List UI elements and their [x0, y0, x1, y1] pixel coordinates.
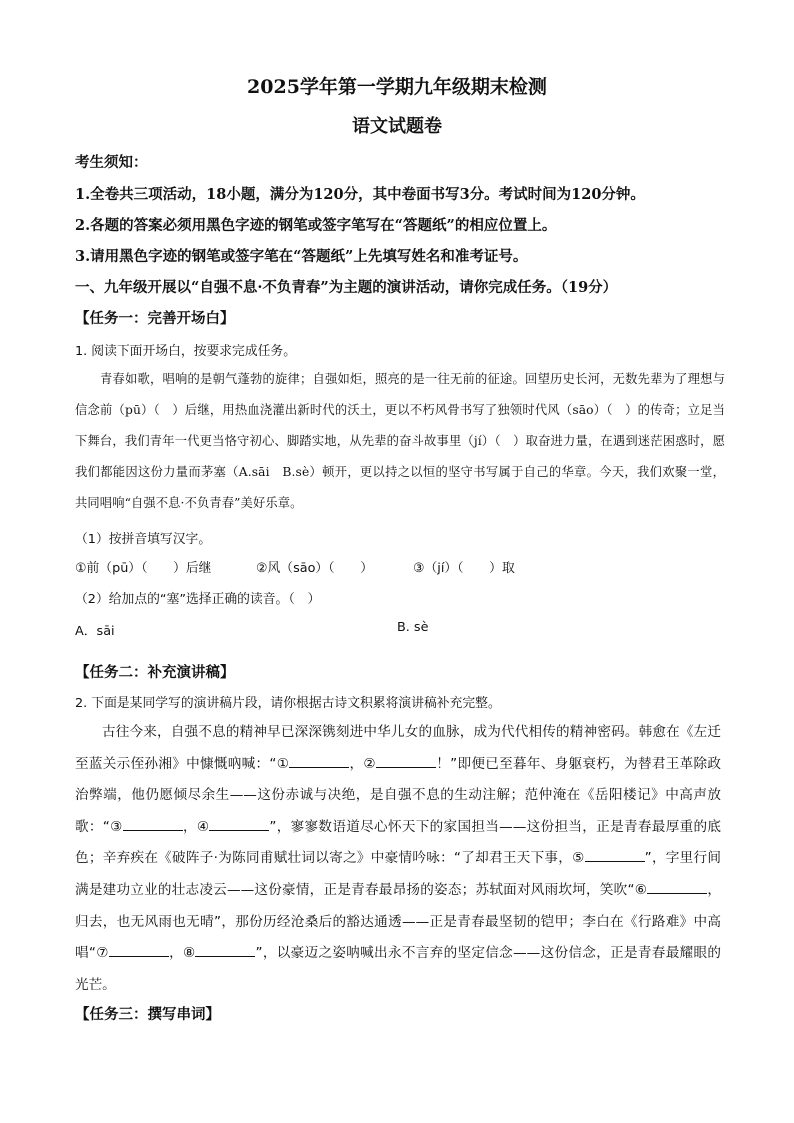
speech-segment: ，归去，也无风雨也无晴”，那份历经沧桑后的豁达通透——正是青春最坚韧的铠甲；李白在《行路难》中高唱“⑦ [75, 881, 722, 962]
task1-question: 1. 阅读下面开场白，按要求完成任务。 [75, 344, 297, 359]
pinyin-item-2: ②风（sāo）（ ） [256, 561, 373, 576]
option-a[interactable]: A．sāi [75, 624, 115, 639]
exam-subtitle: 语文试题卷 [352, 116, 442, 137]
notice-item-3: 3.请用黑色字迹的钢笔或签字笔在“答题纸”上先填写姓名和准考证号。 [75, 248, 528, 265]
blank-5[interactable] [585, 847, 645, 862]
speech-segment: ，④ [182, 818, 210, 835]
notice-heading: 考生须知： [75, 154, 148, 171]
task3-label: 【任务三：撰写串词】 [75, 1006, 220, 1023]
opening-passage: 青春如歌，唱响的是朝气蓬勃的旋律；自强如炬，照亮的是一往无前的征途。回望历史长河，无数先辈为了理想与信念前（pū）（ ）后继，用热血浇灌出新时代的沃土，更以不朽风骨书写了独领时代风（sāo）（ ）的传奇；立足当下舞台，我们青年一代更当恪守初心、脚踏实地，从先辈的奋斗故事里（jí）（ ）取奋进力量，在遇到迷茫困惑时，愿我们都能因这份力量而茅塞（A.sāi B.sè）顿开，更以持之以恒的坚守书写属于自己的华章。今天，我们欢聚一堂，共同唱响“自强不息·不负青春”美好乐章。 [75, 372, 725, 510]
blank-1[interactable] [289, 753, 349, 768]
section-heading: 一、九年级开展以“自强不息·不负青春”为主题的演讲活动，请你完成任务。（19分） [75, 279, 618, 296]
speech-segment: ，② [349, 755, 376, 772]
speech-segment: ，⑧ [168, 945, 196, 962]
speech-segment: ！”即便已至暮年、身躯衰朽，为替君王革除政治弊端，他仍愿倾尽余生——这份赤诚与决绝，是自强不息的生动注解；范仲淹在《岳阳楼记》中高声放歌：“③ [75, 755, 722, 835]
blank-3[interactable] [123, 816, 183, 831]
option-b[interactable]: B. sè [397, 620, 429, 635]
speech-segment: ”，字里行间满是建功立业的壮志凌云——这份豪情，正是青春最昂扬的姿态；苏轼面对风雨坎坷，笑吹“⑥ [75, 850, 721, 898]
speech-segment: ”，寥寥数语道尽心怀天下的家国担当——这份担当，正是青春最厚重的底色；辛弃疾在《破阵子·为陈同甫赋壮词以寄之》中豪情吟咏：“了却君王天下事，⑤ [75, 818, 722, 867]
speech-segment: ”，以豪迈之姿呐喊出永不言弃的坚定信念——这份信念，正是青春最耀眼的光芒。 [75, 945, 722, 993]
speech-segment: 古往今来，自强不息的精神早已深深镌刻进中华儿女的血脉，成为代代相传的精神密码。韩愈在《左迁至蓝关示侄孙湘》中慷慨吶喊：“① [75, 724, 721, 772]
blank-7[interactable] [109, 942, 169, 957]
task1-sub2: （2）给加点的“塞”选择正确的读音。（ ） [75, 592, 321, 607]
notice-item-2: 2.各题的答案必须用黑色字迹的钢笔或签字笔写在“答题纸”的相应位置上。 [75, 217, 557, 234]
notice-item-1: 1.全卷共三项活动，18小题，满分为120分，其中卷面书写3分。考试时间为120分钟。 [75, 186, 645, 203]
pinyin-item-1: ①前（pū）（ ）后继 [75, 561, 212, 576]
pinyin-item-3: ③（jí）（ ）取 [413, 561, 515, 576]
task2-label: 【任务二：补充演讲稿】 [75, 664, 235, 681]
task1-label: 【任务一：完善开场白】 [75, 310, 235, 327]
blank-8[interactable] [195, 942, 255, 957]
blank-4[interactable] [209, 816, 269, 831]
blank-2[interactable] [376, 753, 436, 768]
speech-passage [75, 717, 721, 1001]
blank-6[interactable] [647, 879, 707, 894]
task1-sub1: （1）按拼音填写汉字。 [75, 532, 212, 547]
exam-title: 2025学年第一学期九年级期末检测 [247, 76, 547, 98]
task2-question: 2. 下面是某同学写的演讲稿片段，请你根据古诗文积累将演讲稿补充完整。 [75, 696, 501, 711]
